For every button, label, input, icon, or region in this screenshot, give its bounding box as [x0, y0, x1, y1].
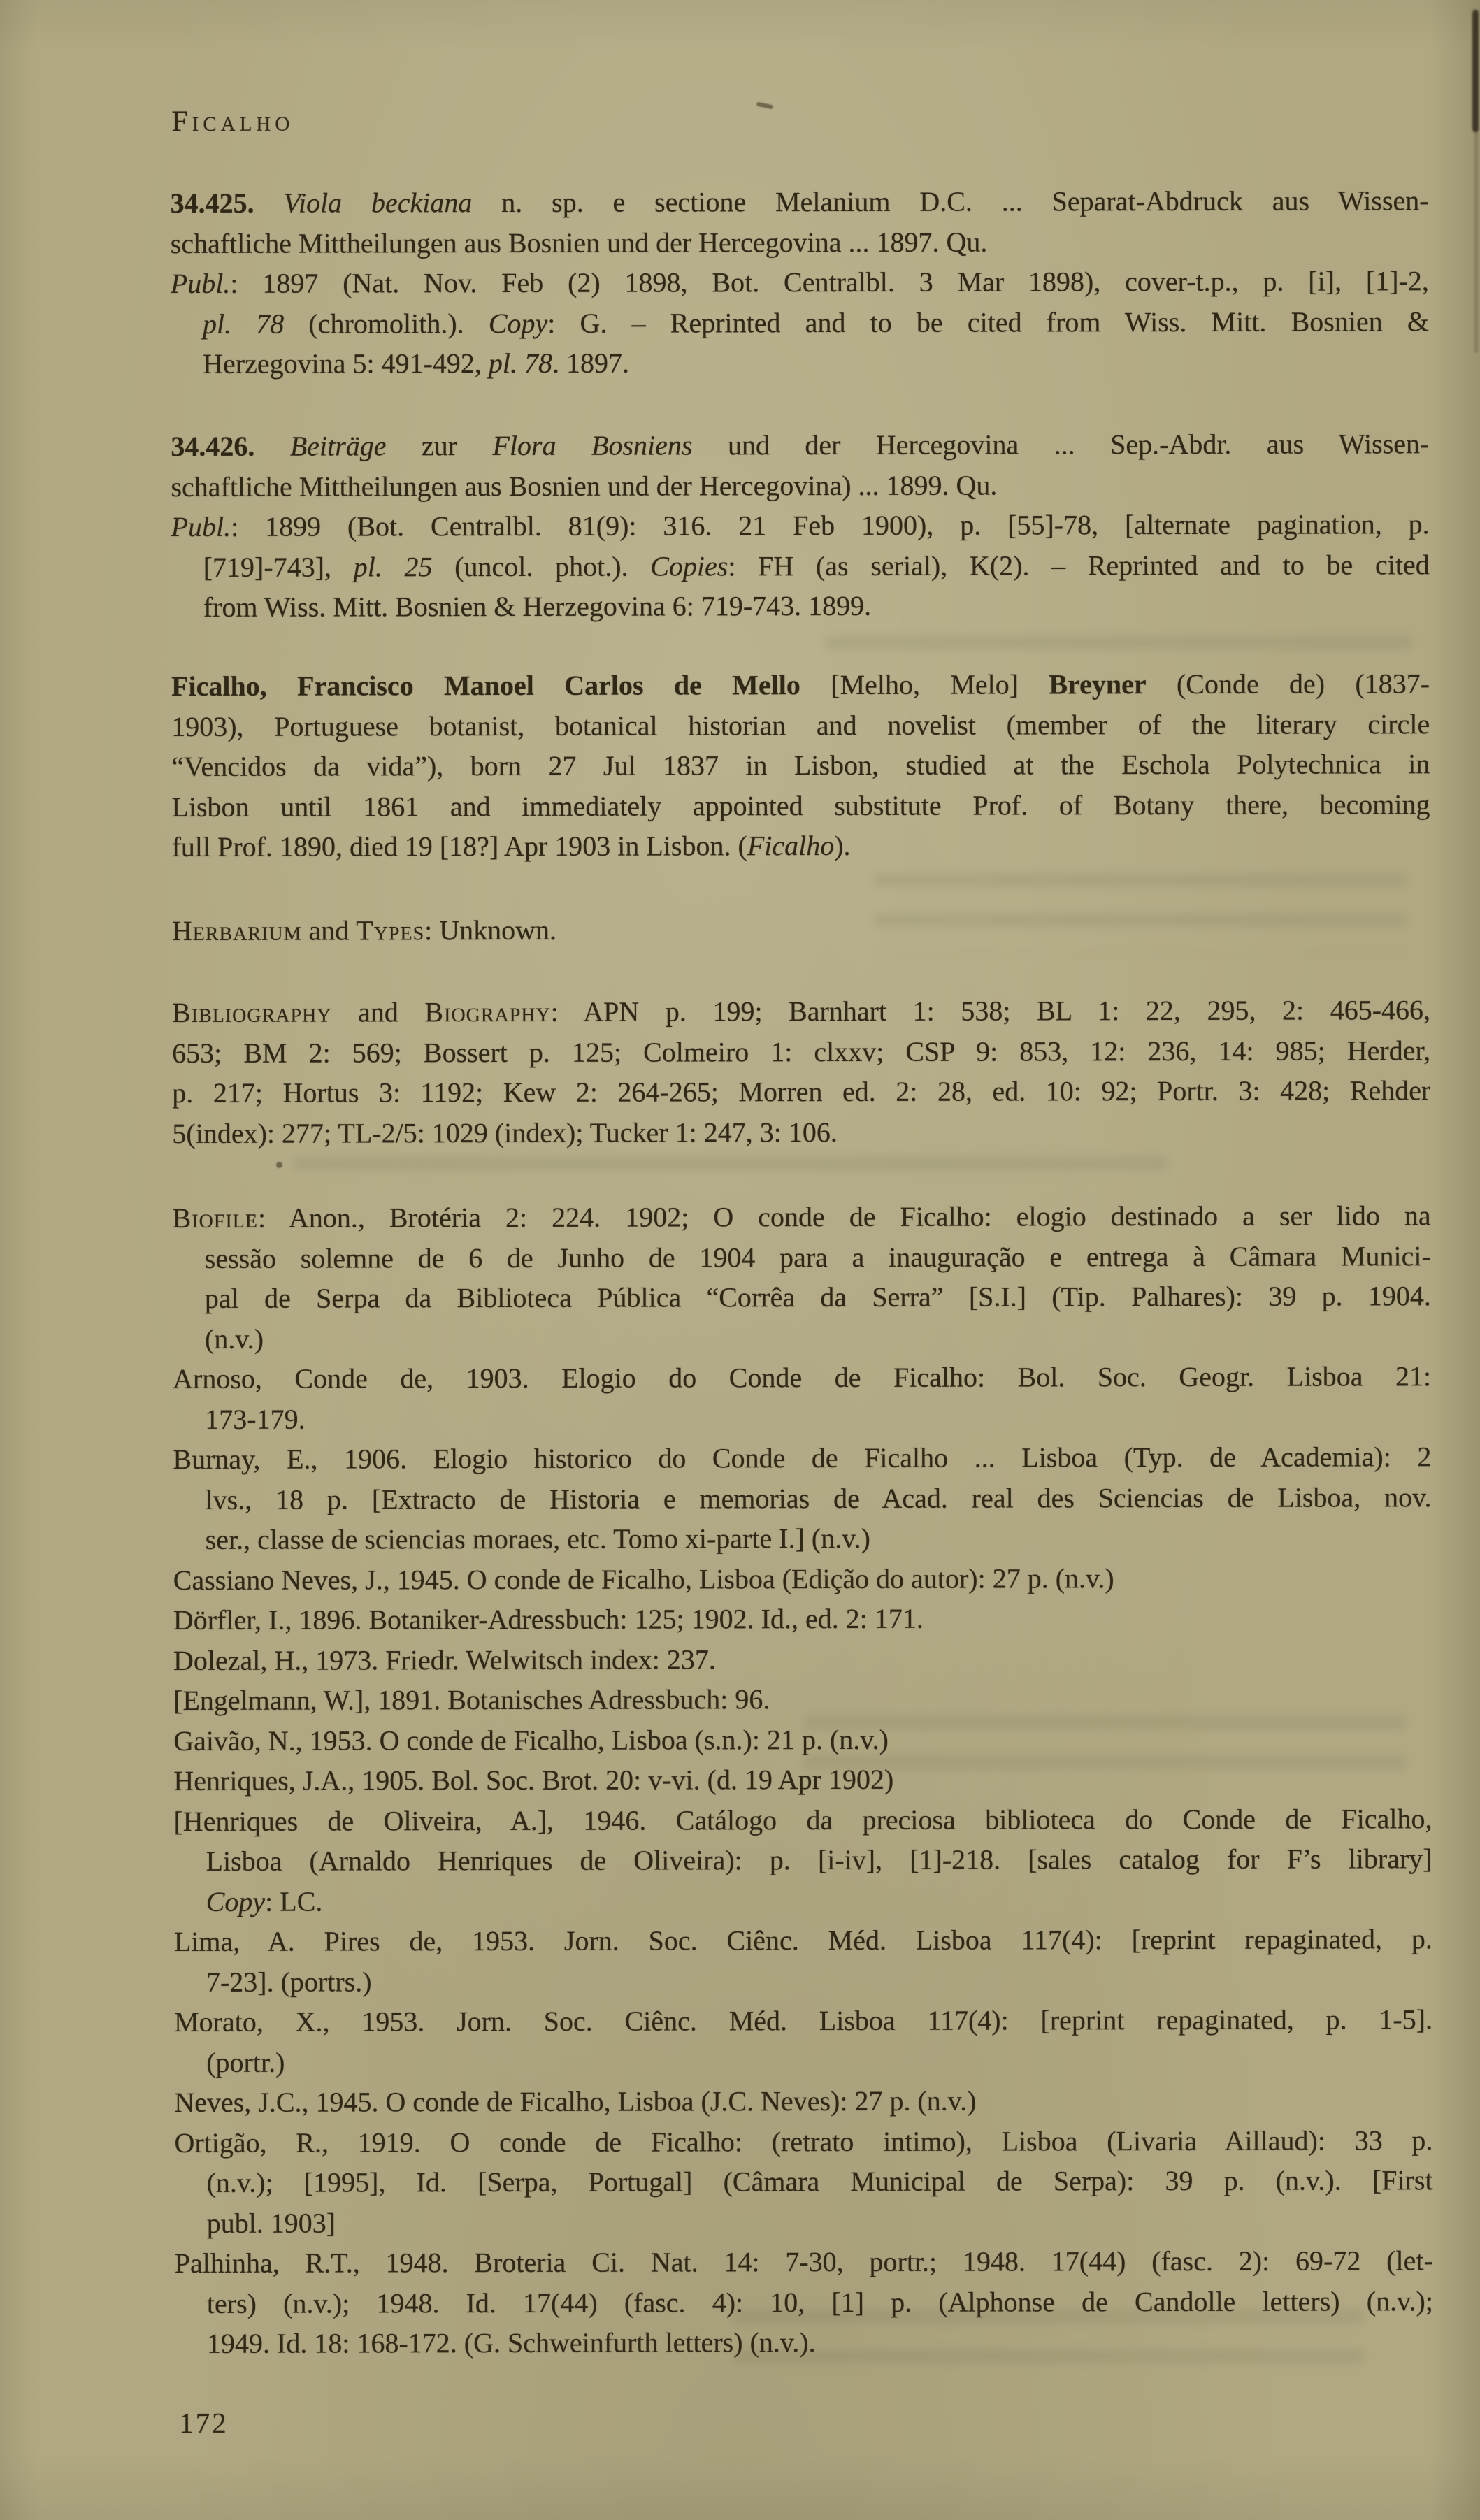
- biofile-paragraph: [173, 1195, 1433, 2363]
- text-line: p. 217; Hortus 3: 1192; Kew 2: 264-265; Morren ed. 2: 28, ed. 10: 92; Portr. 3: 428; Rehder: [172, 1074, 1431, 1109]
- text-line: Cassiano Neves, J., 1945. O conde de Ficalho, Lisboa (Edição do autor): 27 p. (n.v.): [173, 1562, 1114, 1596]
- entry-34425: [171, 180, 1430, 384]
- text-line: Publ.: 1897 (Nat. Nov. Feb (2) 1898, Bot. Centralbl. 3 Mar 1898), cover-t.p., p. [i], [1]-2,: [170, 265, 1429, 299]
- text-line: ser., classe de sciencias moraes, etc. Tomo xi-parte I.] (n.v.): [205, 1522, 870, 1555]
- text-line: 34.425. Viola beckiana n. sp. e sectione Melanium D.C. ... Separat-Abdruck aus Wissen-: [170, 185, 1429, 219]
- text-line: 7-23]. (portrs.): [206, 1965, 372, 1998]
- text-line: Neves, J.C., 1945. O conde de Ficalho, Lisboa (J.C. Neves): 27 p. (n.v.): [174, 2085, 977, 2118]
- text-line: from Wiss. Mitt. Bosnien & Herzegovina 6: 719-743. 1899.: [203, 589, 872, 623]
- text-line: [Engelmann, W.], 1891. Botanisches Adressbuch: 96.: [173, 1683, 770, 1716]
- text-line: Burnay, E., 1906. Elogio historico do Conde de Ficalho ... Lisboa (Typ. de Academia): 2: [173, 1441, 1432, 1475]
- text-line: (n.v.); [1995], Id. [Serpa, Portugal] (Câmara Municipal de Serpa): 39 p. (n.v.). [First: [206, 2164, 1433, 2198]
- text-line: Lima, A. Pires de, 1953. Jorn. Soc. Ciênc. Méd. Lisboa 117(4): [reprint repaginated, p.: [173, 1923, 1432, 1957]
- entry-34426: [171, 424, 1430, 627]
- text-line: Gaivão, N., 1953. O conde de Ficalho, Lisboa (s.n.): 21 p. (n.v.): [173, 1723, 889, 1757]
- text-line: Dörfler, I., 1896. Botaniker-Adressbuch: 125; 1902. Id., ed. 2: 171.: [173, 1602, 924, 1636]
- page-number: 172: [179, 2406, 229, 2439]
- bibliography-paragraph: [172, 990, 1430, 1153]
- text-line: schaftliche Mittheilungen aus Bosnien und der Hercegovina) ... 1899. Qu.: [171, 469, 998, 503]
- text-line: publ. 1903]: [206, 2207, 336, 2239]
- text-line: 173-179.: [205, 1403, 306, 1435]
- text-column: [170, 0, 1434, 2520]
- text-line: Bibliography and Biography: APN p. 199; Barnhart 1: 538; BL 1: 22, 295, 2: 465-466,: [171, 994, 1431, 1028]
- text-line: pl. 78 (chromolith.). Copy: G. – Reprinted and to be cited from Wiss. Mitt. Bosnien &: [202, 305, 1430, 340]
- text-line: Ortigão, R., 1919. O conde de Ficalho: (retrato intimo), Lisboa (Livaria Aillaud): 33 p.: [174, 2124, 1433, 2159]
- text-line: sessão solemne de 6 de Junho de 1904 para a inauguração e entrega à Câmara Munici-: [204, 1239, 1431, 1274]
- biography-paragraph: [171, 663, 1430, 867]
- scan-edge-streak: [1472, 10, 1479, 132]
- text-line: (portr.): [206, 2046, 285, 2078]
- running-header: Ficalho: [171, 105, 294, 138]
- text-line: 1949. Id. 18: 168-172. (G. Schweinfurth letters) (n.v.).: [206, 2326, 816, 2359]
- text-line: (n.v.): [204, 1323, 264, 1355]
- text-line: [719]-743], pl. 25 (uncol. phot.). Copies: FH (as serial), K(2). – Reprinted and to be cited: [203, 548, 1430, 583]
- text-line: “Vencidos da vida”), born 27 Jul 1837 in Lisbon, studied at the Eschola Polytechnica in: [171, 748, 1430, 782]
- text-line: full Prof. 1890, died 19 [18?] Apr 1903 in Lisbon. (Ficalho).: [171, 829, 851, 863]
- text-line: Dolezal, H., 1973. Friedr. Welwitsch index: 237.: [173, 1643, 716, 1676]
- text-line: 1903), Portuguese botanist, botanical historian and novelist (member of the literary circle: [171, 707, 1430, 742]
- text-line: ters) (n.v.); 1948. Id. 17(44) (fasc. 4): 10, [1] p. (Alphonse de Candolle letters) (n.v.);: [206, 2284, 1433, 2319]
- text-line: Arnoso, Conde de, 1903. Elogio do Conde de Ficalho: Bol. Soc. Geogr. Lisboa 21:: [173, 1360, 1432, 1395]
- text-line: Palhinha, R.T., 1948. Broteria Ci. Nat. 14: 7-30, portr.; 1948. 17(44) (fasc. 2): 69-72 (let-: [174, 2245, 1433, 2279]
- text-line: Biofile: Anon., Brotéria 2: 224. 1902; O conde de Ficalho: elogio destinado a ser lido na: [172, 1200, 1431, 1234]
- text-line: Henriques, J.A., 1905. Bol. Soc. Brot. 20: v-vi. (d. 19 Apr 1902): [173, 1763, 894, 1797]
- text-line: 653; BM 2: 569; Bossert p. 125; Colmeiro 1: clxxv; CSP 9: 853, 12: 236, 14: 985; Herder,: [172, 1034, 1431, 1069]
- text-line: lvs., 18 p. [Extracto de Historia e memorias de Acad. real des Sciencias de Lisboa, nov.: [205, 1481, 1432, 1515]
- text-line: pal de Serpa da Biblioteca Pública “Corrêa da Serra” [S.I.] (Tip. Palhares): 39 p. 1904.: [204, 1280, 1431, 1314]
- text-line: schaftliche Mittheilungen aus Bosnien und der Hercegovina ... 1897. Qu.: [170, 226, 988, 259]
- text-line: Publ.: 1899 (Bot. Centralbl. 81(9): 316. 21 Feb 1900), p. [55]-78, [alternate pagination, p.: [171, 508, 1430, 542]
- herbarium-line: [172, 908, 1430, 951]
- text-line: Herbarium and Types: Unknown.: [171, 914, 557, 946]
- text-line: Ficalho, Francisco Manoel Carlos de Mello [Melho, Melo] Breyner (Conde de) (1837-: [171, 668, 1430, 702]
- text-line: [Henriques de Oliveira, A.], 1946. Catálogo da preciosa biblioteca do Conde de Ficalho,: [173, 1802, 1432, 1837]
- text-line: 34.426. Beiträge zur Flora Bosniens und der Hercegovina ... Sep.-Abdr. aus Wissen-: [171, 428, 1430, 462]
- text-line: Copy: LC.: [206, 1885, 323, 1917]
- text-line: 5(index): 277; TL-2/5: 1029 (index); Tucker 1: 247, 3: 106.: [172, 1116, 838, 1149]
- text-line: Lisbon until 1861 and immediately appointed substitute Prof. of Botany there, becoming: [171, 788, 1430, 823]
- scan-edge-streak: [1474, 129, 1478, 353]
- text-line: Morato, X., 1953. Jorn. Soc. Ciênc. Méd. Lisboa 117(4): [reprint repaginated, p. 1-5].: [174, 2003, 1433, 2038]
- text-line: Herzegovina 5: 491-492, pl. 78. 1897.: [203, 347, 630, 380]
- text-line: Lisboa (Arnaldo Henriques de Oliveira): p. [i-iv], [1]-218. [sales catalog for F’s library]: [206, 1843, 1432, 1877]
